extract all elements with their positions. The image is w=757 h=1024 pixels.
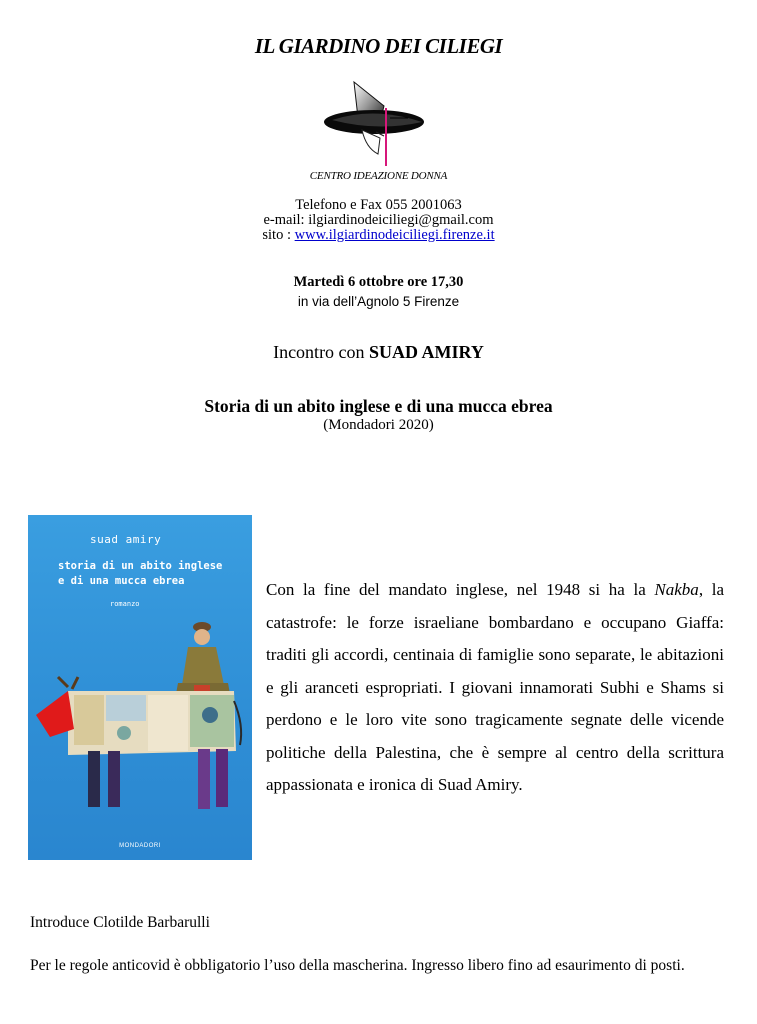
book-cover bbox=[28, 515, 252, 860]
site-link[interactable]: www.ilgiardinodeiciliegi.firenze.it bbox=[294, 227, 495, 243]
org-title: IL GIARDINO DEI CILIEGI bbox=[254, 34, 503, 58]
cover-publisher: MONDADORI bbox=[119, 843, 161, 849]
description-part2: , la catastrofe: le forze israeliane bombardano e occupano Giaffa: traditi gli accordi, centinaia di famiglie sono separate, le abitazioni e gli aranceti espropriati. I giovani innamorati Subhi e Shams si perdono e le loro vite sono tragicamente segnate delle vicende politiche della Palestina, che è sempre al centro della scrittura appassionata e ironica di Suad Amiry. bbox=[266, 580, 724, 794]
contact-block bbox=[0, 198, 757, 243]
cow-illustration bbox=[28, 515, 252, 860]
hat-logo bbox=[318, 78, 438, 170]
phone-line: Telefono e Fax 055 2001063 bbox=[295, 197, 462, 213]
cover-author: suad amiry bbox=[90, 533, 162, 546]
description-part1: Con la fine del mandato inglese, nel 1948 si ha la bbox=[266, 580, 655, 599]
description-nakba: Nakba bbox=[654, 580, 699, 599]
event-location: in via dell’Agnolo 5 Firenze bbox=[297, 294, 460, 309]
email-line: e-mail: ilgiardinodeiciliegi@gmail.com bbox=[263, 212, 494, 228]
book-title: Storia di un abito inglese e di una mucca ebrea bbox=[204, 396, 553, 416]
meeting-line bbox=[0, 342, 757, 363]
publisher-year: (Mondadori 2020) bbox=[323, 417, 434, 433]
introduction-line: Introduce Clotilde Barbarulli bbox=[30, 914, 210, 931]
meeting-prefix: Incontro con bbox=[273, 342, 370, 362]
site-line bbox=[0, 228, 757, 243]
cover-title-line2: e di una mucca ebrea bbox=[58, 575, 185, 587]
logo-subtitle: CENTRO IDEAZIONE DONNA bbox=[309, 170, 448, 182]
author-name: SUAD AMIRY bbox=[369, 342, 484, 362]
covid-notice: Per le regole anticovid è obbligatorio l’uso della mascherina. Ingresso libero fino ad esaurimento di posti. bbox=[30, 957, 685, 974]
event-date: Martedì 6 ottobre ore 17,30 bbox=[293, 274, 464, 290]
site-prefix: sito : bbox=[262, 227, 295, 243]
book-description bbox=[266, 574, 724, 802]
cover-genre: romanzo bbox=[110, 600, 140, 608]
cover-title-line1: storia di un abito inglese bbox=[58, 560, 223, 572]
